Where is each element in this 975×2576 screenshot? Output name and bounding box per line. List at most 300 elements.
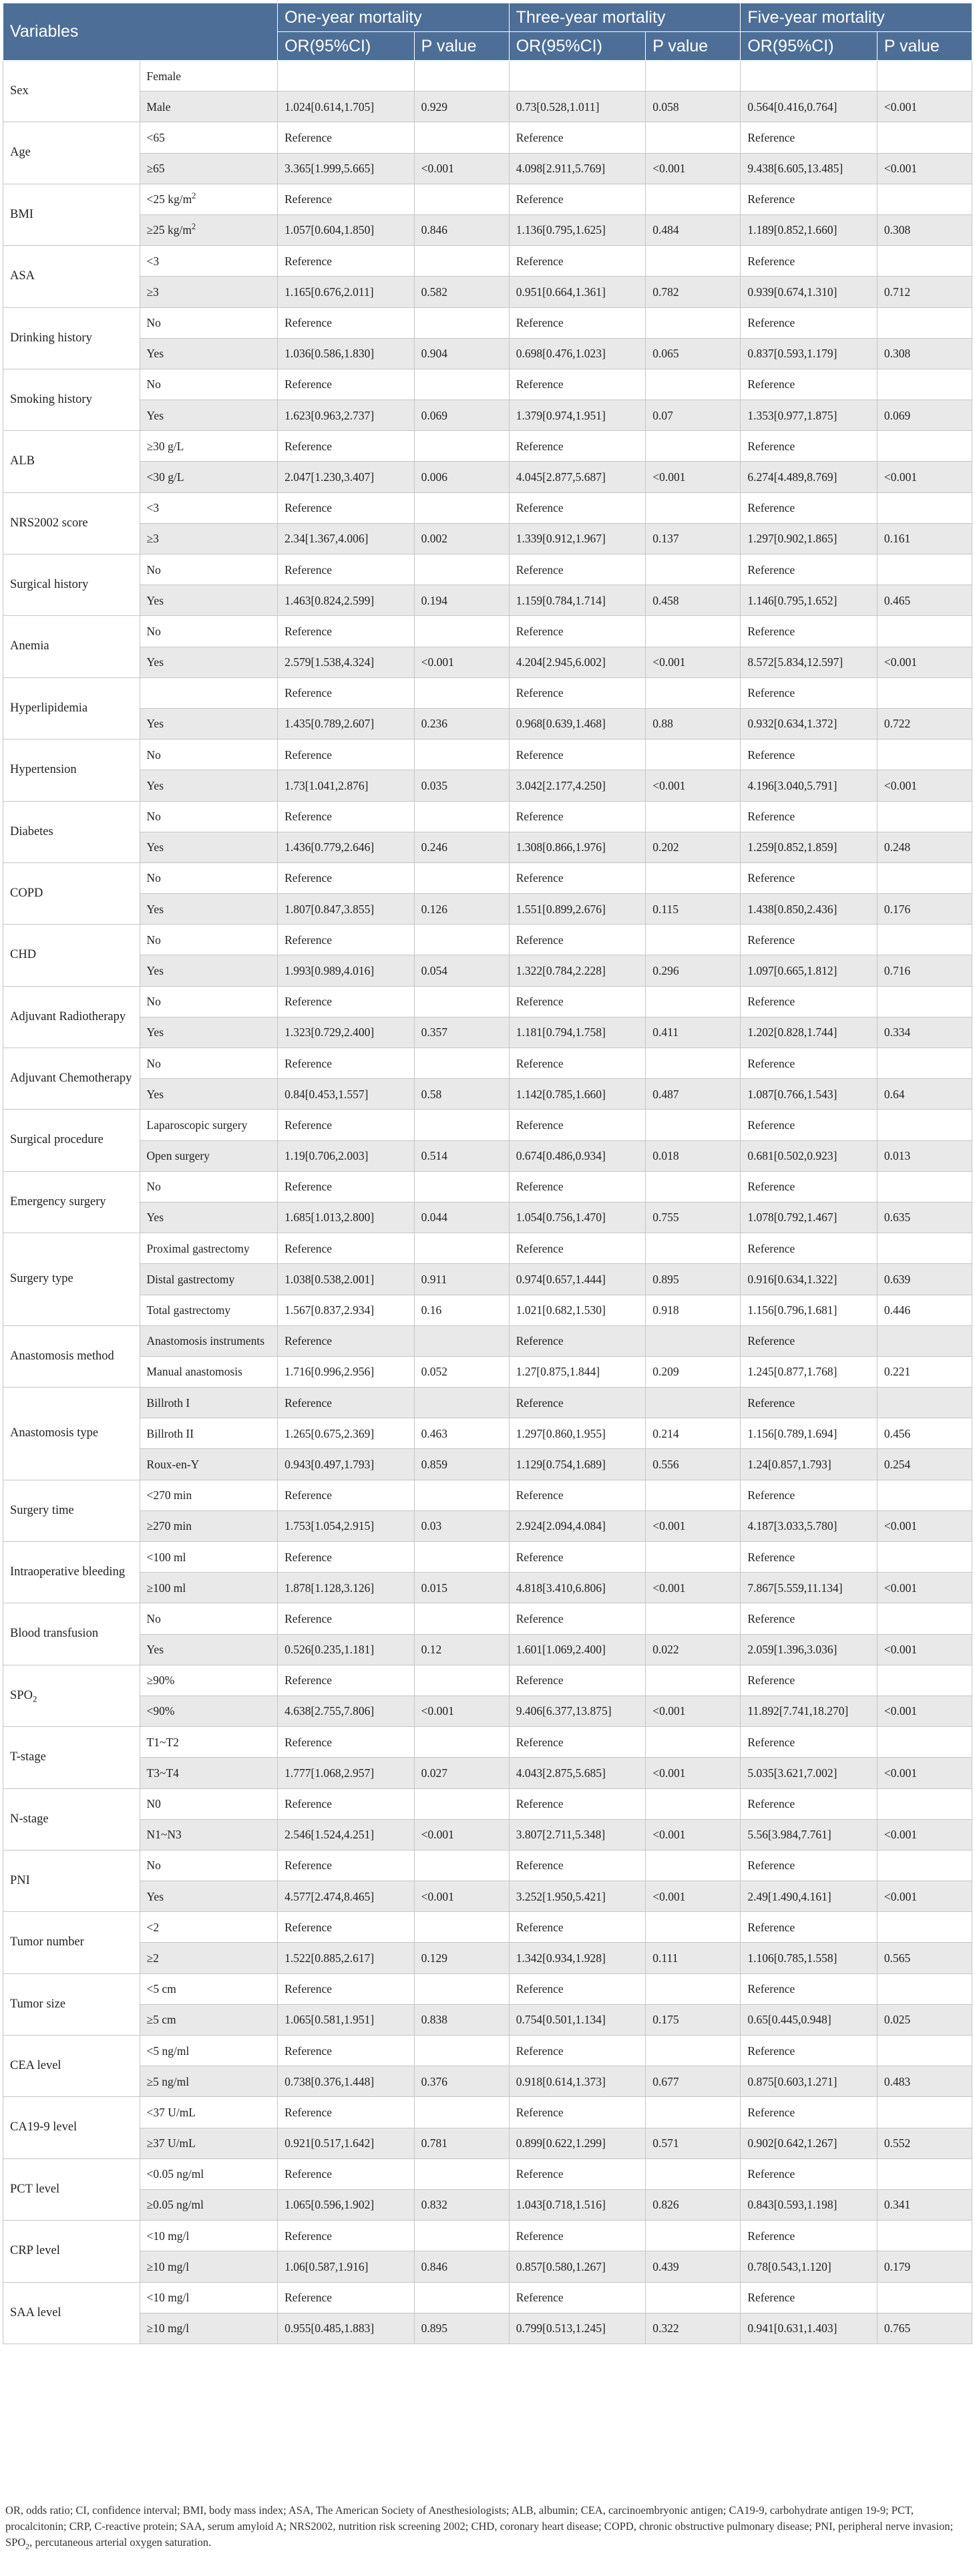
p-cell: 0.246 — [414, 832, 509, 862]
or-cell: Reference — [741, 2097, 878, 2128]
or-cell: Reference — [509, 1973, 646, 2004]
or-cell: Reference — [509, 801, 646, 832]
p-cell: <0.001 — [877, 1758, 972, 1788]
level-cell — [140, 214, 278, 245]
level-label: No — [146, 1611, 161, 1625]
p-cell — [877, 369, 972, 399]
p-cell — [877, 1048, 972, 1079]
or-cell: 1.159[0.784,1.714] — [509, 585, 646, 616]
or-cell: 2.546[1.524,4.251] — [278, 1819, 415, 1850]
p-cell — [414, 492, 509, 523]
or-cell: Reference — [509, 2158, 646, 2189]
table-row — [3, 1634, 972, 1665]
or-cell: Reference — [741, 740, 878, 770]
or-cell: Reference — [741, 122, 878, 153]
or-cell: 1.993[0.989,4.016] — [278, 955, 415, 986]
p-cell — [877, 246, 972, 277]
or-cell: Reference — [278, 2221, 415, 2251]
or-cell: 5.035[3.621,7.002] — [741, 1758, 878, 1788]
level-label: <10 mg/l — [146, 2291, 190, 2305]
or-cell: Reference — [509, 1048, 646, 1079]
variable-label: Tumor size — [10, 1997, 66, 2011]
variable-cell — [3, 184, 140, 245]
or-cell: Reference — [278, 1048, 415, 1079]
level-cell — [140, 2282, 278, 2313]
p-cell: 0.129 — [414, 1943, 509, 1973]
or-cell: Reference — [509, 122, 646, 153]
variable-cell — [3, 2282, 140, 2344]
variable-label: Anastomosis method — [10, 1349, 114, 1363]
p-cell: <0.001 — [646, 647, 741, 677]
p-cell — [414, 801, 509, 832]
or-cell: Reference — [278, 122, 415, 153]
level-label: Proximal gastrectomy — [146, 1241, 250, 1255]
footnote-tail: , percutaneous arterial oxygen saturation. — [29, 2535, 212, 2549]
p-cell: <0.001 — [646, 770, 741, 801]
or-cell: Reference — [741, 1727, 878, 1758]
or-cell: 0.526[0.235,1.181] — [278, 1634, 415, 1665]
variable-cell — [3, 1603, 140, 1665]
table-row — [3, 1603, 972, 1634]
p-cell — [414, 925, 509, 955]
p-cell: <0.001 — [877, 1510, 972, 1541]
table-row — [3, 462, 972, 492]
variable-label: CHD — [10, 948, 37, 962]
p-cell: 0.069 — [877, 400, 972, 431]
p-cell — [877, 431, 972, 462]
or-cell: 1.73[1.041,2.876] — [278, 770, 415, 801]
p-cell — [646, 1233, 741, 1264]
or-cell: 1.024[0.614,1.705] — [278, 92, 415, 122]
or-cell: Reference — [278, 1973, 415, 2004]
table-row — [3, 862, 972, 893]
variable-cell — [3, 307, 140, 369]
table-row — [3, 2251, 972, 2282]
level-label: <100 ml — [146, 1550, 186, 1564]
level-label: No — [146, 1180, 161, 1194]
or-cell: 0.698[0.476,1.023] — [509, 338, 646, 369]
level-label: Yes — [146, 408, 164, 422]
p-cell — [877, 184, 972, 214]
or-cell: Reference — [509, 1388, 646, 1418]
or-cell: 1.189[0.852,1.660] — [741, 214, 878, 245]
p-cell: 0.357 — [414, 1017, 509, 1048]
or-cell: Reference — [278, 986, 415, 1017]
p-cell — [877, 862, 972, 893]
p-cell — [646, 1542, 741, 1573]
or-cell: 4.043[2.875,5.685] — [509, 1758, 646, 1788]
level-label: <5 ng/ml — [146, 2044, 190, 2058]
p-cell — [646, 246, 741, 277]
p-cell: 0.846 — [414, 2251, 509, 2282]
or-cell: 3.807[2.711,5.348] — [509, 1819, 646, 1850]
or-cell: 1.777[1.068,2.957] — [278, 1758, 415, 1788]
p-cell: 0.221 — [877, 1356, 972, 1387]
level-label: <2 — [146, 1920, 160, 1934]
or-cell: 1.342[0.934,1.928] — [509, 1943, 646, 1973]
p-cell — [414, 1171, 509, 1202]
or-cell: 0.974[0.657,1.444] — [509, 1264, 646, 1295]
p-cell: 0.161 — [877, 523, 972, 554]
p-cell — [646, 986, 741, 1017]
p-cell — [414, 1788, 509, 1819]
level-cell — [140, 431, 278, 462]
variable-cell — [3, 616, 140, 677]
variables-header: Variables — [3, 3, 278, 61]
p-cell — [414, 1480, 509, 1510]
level-label: <30 g/L — [146, 470, 184, 484]
level-cell — [140, 1325, 278, 1356]
or-cell: 1.142[0.785,1.660] — [509, 1079, 646, 1110]
table-row — [3, 1510, 972, 1541]
or-cell: 0.932[0.634,1.372] — [741, 708, 878, 739]
level-label: <5 cm — [146, 1982, 176, 1996]
level-cell — [140, 462, 278, 492]
p-cell: 0.376 — [414, 2066, 509, 2097]
or-cell: 1.259[0.852,1.859] — [741, 832, 878, 862]
p-cell — [414, 740, 509, 770]
table-row — [3, 1727, 972, 1758]
variable-label: CRP level — [10, 2244, 60, 2258]
variable-cell — [3, 2097, 140, 2158]
or-cell: Reference — [741, 1388, 878, 1418]
p-cell: 0.194 — [414, 585, 509, 616]
or-cell: Reference — [509, 369, 646, 399]
p-cell: 0.322 — [646, 2313, 741, 2344]
variable-cell — [3, 1912, 140, 1973]
table-row — [3, 2282, 972, 2313]
variable-label: Adjuvant Radiotherapy — [10, 1009, 126, 1023]
p-cell — [646, 61, 741, 92]
or-cell: Reference — [741, 986, 878, 1017]
level-cell — [140, 832, 278, 862]
p-cell — [646, 2158, 741, 2189]
variable-label: Sex — [10, 84, 29, 98]
variable-label: Surgical procedure — [10, 1133, 104, 1147]
or-cell: 1.054[0.756,1.470] — [509, 1202, 646, 1233]
level-label: <3 — [146, 254, 160, 268]
level-label: No — [146, 562, 161, 577]
p-cell — [646, 307, 741, 338]
level-cell — [140, 1264, 278, 1295]
p-cell: 0.565 — [877, 1943, 972, 1973]
p-cell — [646, 801, 741, 832]
level-cell — [140, 2221, 278, 2251]
variable-label: ALB — [10, 454, 35, 468]
level-cell — [140, 1758, 278, 1788]
level-cell — [140, 523, 278, 554]
or-cell: Reference — [741, 184, 878, 214]
or-cell: 0.916[0.634,1.322] — [741, 1264, 878, 1295]
level-label: Manual anastomosis — [146, 1365, 242, 1379]
level-cell — [140, 1171, 278, 1202]
p-cell — [646, 1788, 741, 1819]
or-cell: Reference — [509, 1912, 646, 1943]
or-cell: Reference — [509, 740, 646, 770]
level-label: Yes — [146, 1889, 164, 1903]
or-cell: Reference — [509, 554, 646, 585]
p-cell: 0.254 — [877, 1449, 972, 1480]
level-cell — [140, 554, 278, 585]
level-cell — [140, 61, 278, 92]
p-cell: <0.001 — [877, 1573, 972, 1603]
or-cell: 0.799[0.513,1.245] — [509, 2313, 646, 2344]
variable-label: Anemia — [10, 639, 49, 653]
or-cell: Reference — [278, 1110, 415, 1140]
p-cell: <0.001 — [877, 647, 972, 677]
p-cell: 0.179 — [877, 2251, 972, 2282]
p-cell — [646, 492, 741, 523]
or-cell: Reference — [741, 925, 878, 955]
p-cell — [646, 1480, 741, 1510]
p-cell: 0.895 — [646, 1264, 741, 1295]
p-cell — [414, 2097, 509, 2128]
p-cell: 0.069 — [414, 400, 509, 431]
p-cell: <0.001 — [646, 1819, 741, 1850]
variable-cell — [3, 1325, 140, 1387]
or-cell: Reference — [278, 246, 415, 277]
p-cell: 0.006 — [414, 462, 509, 492]
variable-label: Anastomosis type — [10, 1426, 99, 1440]
p-cell — [646, 2282, 741, 2313]
p-cell: 0.929 — [414, 92, 509, 122]
p-header: P value — [646, 32, 741, 61]
variable-cell — [3, 2158, 140, 2220]
table-container — [3, 3, 972, 2344]
table-row — [3, 801, 972, 832]
or-cell: 0.73[0.528,1.011] — [509, 92, 646, 122]
p-cell — [414, 862, 509, 893]
or-cell: 0.564[0.416,0.764] — [741, 92, 878, 122]
p-cell — [877, 1727, 972, 1758]
level-label: ≥65 — [146, 162, 165, 176]
or-cell: 1.601[1.069,2.400] — [509, 1634, 646, 1665]
level-label: Laparoscopic surgery — [146, 1118, 248, 1132]
p-cell — [877, 1325, 972, 1356]
or-cell: Reference — [278, 1233, 415, 1264]
p-cell: 0.635 — [877, 1202, 972, 1233]
p-header: P value — [414, 32, 509, 61]
or-cell: Reference — [509, 616, 646, 647]
or-cell: Reference — [278, 431, 415, 462]
p-cell: 0.904 — [414, 338, 509, 369]
or-cell: Reference — [741, 862, 878, 893]
or-cell: Reference — [509, 2036, 646, 2066]
or-cell: Reference — [741, 431, 878, 462]
or-cell: Reference — [741, 2036, 878, 2066]
or-cell: 1.078[0.792,1.467] — [741, 1202, 878, 1233]
p-cell — [646, 1110, 741, 1140]
p-cell: 0.248 — [877, 832, 972, 862]
p-cell: <0.001 — [877, 92, 972, 122]
or-cell: Reference — [741, 2221, 878, 2251]
p-cell — [414, 1542, 509, 1573]
p-cell: 0.058 — [646, 92, 741, 122]
variable-cell — [3, 1542, 140, 1603]
table-row — [3, 1110, 972, 1140]
variable-cell — [3, 1048, 140, 1110]
variable-label: CEA level — [10, 2059, 61, 2073]
or-cell: 9.438[6.605,13.485] — [741, 153, 878, 184]
or-cell: Reference — [741, 369, 878, 399]
level-cell — [140, 1788, 278, 1819]
or-cell: Reference — [278, 554, 415, 585]
or-cell: Reference — [278, 1171, 415, 1202]
level-cell — [140, 1912, 278, 1943]
p-cell: <0.001 — [646, 1696, 741, 1726]
p-cell: 0.025 — [877, 2004, 972, 2035]
or-cell: Reference — [278, 925, 415, 955]
or-cell: 1.297[0.860,1.955] — [509, 1418, 646, 1449]
level-cell — [140, 1048, 278, 1079]
or-cell: 1.021[0.682,1.530] — [509, 1295, 646, 1325]
p-cell — [877, 1542, 972, 1573]
or-cell: 0.899[0.622,1.299] — [509, 2128, 646, 2158]
p-cell: 0.126 — [414, 894, 509, 925]
p-cell: <0.001 — [877, 1881, 972, 1912]
p-cell: 0.781 — [414, 2128, 509, 2158]
variable-label: PNI — [10, 1873, 30, 1887]
p-cell: <0.001 — [877, 770, 972, 801]
or-cell: Reference — [741, 1480, 878, 1510]
table-row — [3, 770, 972, 801]
or-cell: Reference — [509, 986, 646, 1017]
variable-cell — [3, 740, 140, 801]
p-cell: <0.001 — [877, 153, 972, 184]
p-cell: 0.07 — [646, 400, 741, 431]
level-label: T1~T2 — [146, 1735, 179, 1749]
table-row — [3, 1449, 972, 1480]
p-cell: 0.002 — [414, 523, 509, 554]
or-cell: Reference — [278, 862, 415, 893]
p-cell: <0.001 — [877, 462, 972, 492]
p-cell — [877, 986, 972, 1017]
p-cell — [414, 1233, 509, 1264]
or-cell: Reference — [509, 184, 646, 214]
or-cell: 1.156[0.796,1.681] — [741, 1295, 878, 1325]
table-row — [3, 708, 972, 739]
level-label: ≥5 ng/ml — [146, 2074, 190, 2088]
or-cell: Reference — [278, 1912, 415, 1943]
p-cell — [877, 1388, 972, 1418]
p-cell: 0.716 — [877, 955, 972, 986]
p-cell: 0.03 — [414, 1510, 509, 1541]
level-label: Yes — [146, 1087, 164, 1101]
level-cell — [140, 708, 278, 739]
p-cell — [877, 492, 972, 523]
table-row — [3, 1388, 972, 1418]
or-cell: 1.156[0.789,1.694] — [741, 1418, 878, 1449]
or-cell: 2.49[1.490,4.161] — [741, 1881, 878, 1912]
or-cell: Reference — [278, 1388, 415, 1418]
p-cell — [646, 431, 741, 462]
three-year-header: Three-year mortality — [509, 3, 741, 32]
table-row — [3, 2189, 972, 2220]
or-cell: 0.902[0.642,1.267] — [741, 2128, 878, 2158]
p-cell: 0.832 — [414, 2189, 509, 2220]
table-row — [3, 214, 972, 245]
level-cell — [140, 925, 278, 955]
or-cell: Reference — [509, 492, 646, 523]
level-label: <37 U/mL — [146, 2105, 196, 2119]
level-cell — [140, 1388, 278, 1418]
mortality-table — [3, 3, 972, 2344]
or-cell: Reference — [278, 1480, 415, 1510]
or-cell: 0.875[0.603,1.271] — [741, 2066, 878, 2097]
level-label: <25 kg/m — [146, 192, 192, 206]
or-cell: Reference — [741, 307, 878, 338]
or-header: OR(95%CI) — [741, 32, 878, 61]
or-cell: Reference — [509, 1171, 646, 1202]
p-cell: 0.209 — [646, 1356, 741, 1387]
level-cell — [140, 1110, 278, 1140]
table-row — [3, 2066, 972, 2097]
p-cell — [877, 2158, 972, 2189]
or-cell: Reference — [741, 1973, 878, 2004]
p-cell: 0.712 — [877, 277, 972, 307]
or-cell: Reference — [741, 1110, 878, 1140]
p-cell: 0.202 — [646, 832, 741, 862]
level-label: Male — [146, 100, 171, 114]
p-cell: 0.111 — [646, 1943, 741, 1973]
table-row — [3, 677, 972, 708]
p-cell — [646, 925, 741, 955]
or-cell: 1.379[0.974,1.951] — [509, 400, 646, 431]
p-cell — [414, 677, 509, 708]
p-cell — [646, 1388, 741, 1418]
or-cell: 4.638[2.755,7.806] — [278, 1696, 415, 1726]
table-row — [3, 1140, 972, 1171]
level-label: <65 — [146, 130, 165, 144]
or-cell: 1.165[0.676,2.011] — [278, 277, 415, 307]
or-cell: Reference — [278, 492, 415, 523]
p-cell: 0.639 — [877, 1264, 972, 1295]
p-cell — [414, 2221, 509, 2251]
or-cell: Reference — [509, 246, 646, 277]
p-cell — [646, 862, 741, 893]
level-label: Yes — [146, 1211, 164, 1225]
p-cell — [877, 1233, 972, 1264]
variable-label: SPO — [10, 1688, 33, 1702]
level-label: <0.05 ng/ml — [146, 2167, 204, 2181]
or-cell: 1.065[0.581,1.951] — [278, 2004, 415, 2035]
p-cell: 0.826 — [646, 2189, 741, 2220]
variable-cell — [3, 1388, 140, 1480]
variable-label: Blood transfusion — [10, 1627, 99, 1641]
p-cell: 0.176 — [877, 894, 972, 925]
level-label: ≥10 mg/l — [146, 2321, 190, 2336]
or-cell: Reference — [278, 2282, 415, 2313]
level-cell — [140, 2189, 278, 2220]
table-row — [3, 246, 972, 277]
p-cell — [877, 1480, 972, 1510]
table-row — [3, 616, 972, 647]
variable-subscript: 2 — [32, 1694, 37, 1704]
p-cell — [877, 1110, 972, 1140]
table-row — [3, 1758, 972, 1788]
p-cell — [414, 431, 509, 462]
level-label: Yes — [146, 963, 164, 977]
table-row — [3, 400, 972, 431]
p-cell — [877, 1171, 972, 1202]
level-label: ≥270 min — [146, 1519, 192, 1533]
or-cell: Reference — [278, 1727, 415, 1758]
p-cell: 0.755 — [646, 1202, 741, 1233]
or-cell: 1.181[0.794,1.758] — [509, 1017, 646, 1048]
p-cell: 0.556 — [646, 1449, 741, 1480]
or-cell: 3.042[2.177,4.250] — [509, 770, 646, 801]
p-cell — [646, 184, 741, 214]
